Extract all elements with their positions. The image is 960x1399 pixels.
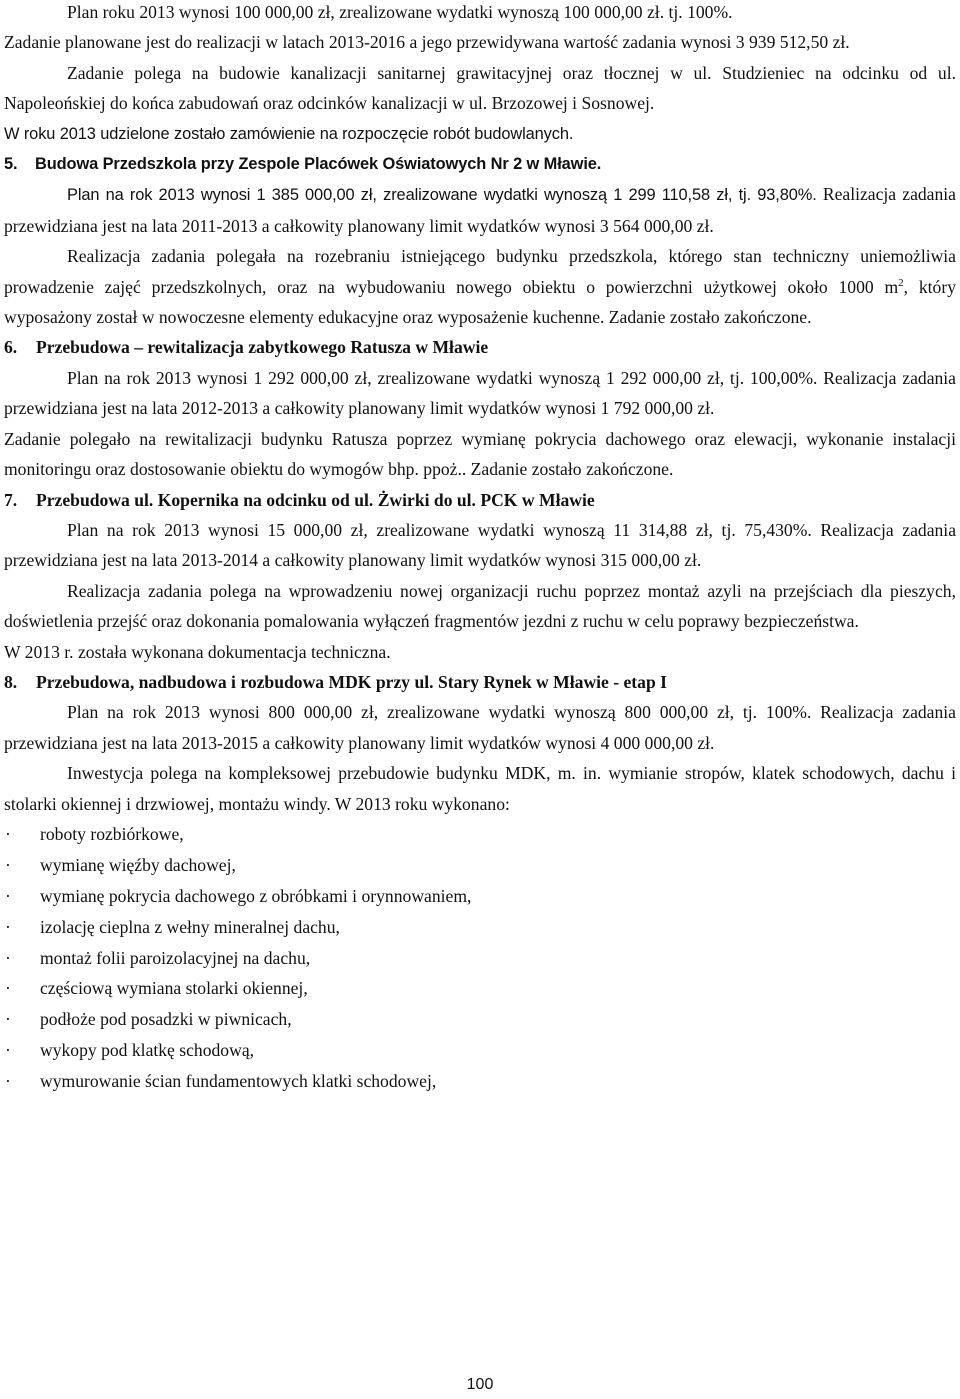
list-item bbox=[4, 1035, 956, 1066]
list-item bbox=[4, 1066, 956, 1097]
continuation-plan-line: Plan roku 2013 wynosi 100 000,00 zł, zrealizowane wydatki wynoszą 100 000,00 zł. tj. 100%. bbox=[67, 2, 733, 22]
list-item-text: podłoże pod posadzki w piwnicach, bbox=[40, 1009, 292, 1030]
list-item bbox=[4, 881, 956, 912]
section-8-heading bbox=[4, 667, 956, 697]
section-6-heading bbox=[4, 332, 956, 362]
section-5-plan-amounts: Plan na rok 2013 wynosi 1 385 000,00 zł, zrealizowane wydatki wynoszą 1 299 110,58 zł, tj. 93,80%. bbox=[67, 186, 817, 205]
document-page bbox=[4, 0, 956, 1097]
section-8-number: 8. bbox=[4, 671, 18, 692]
list-item bbox=[4, 819, 956, 850]
list-item-text: częściową wymiana stolarki okiennej, bbox=[40, 978, 308, 999]
bullet-icon: · bbox=[5, 916, 11, 937]
section-7-heading bbox=[4, 485, 956, 515]
list-item-text: roboty rozbiórkowe, bbox=[40, 823, 184, 844]
bullet-icon: · bbox=[5, 854, 11, 875]
section-8-plan: Plan na rok 2013 wynosi 800 000,00 zł, zrealizowane wydatki wynoszą 800 000,00 zł, tj. 100%. Realizacja zadania przewidziana jest na lata 2013-2015 a całkowity planowany limit wydatków wynosi 4 000 000,00 zł. bbox=[4, 702, 956, 753]
bullet-icon: · bbox=[5, 823, 11, 844]
section-5-title: Budowa Przedszkola przy Zespole Placówek Oświatowych Nr 2 w Mławie. bbox=[35, 155, 602, 174]
section-7-plan: Plan na rok 2013 wynosi 15 000,00 zł, zrealizowane wydatki wynoszą 11 314,88 zł, tj. 75,430%. Realizacja zadania przewidziana jest na lata 2013-2014 a całkowity planowany limit wydatków wynosi 315 000,00 zł. bbox=[4, 519, 956, 571]
section-5-description-b: , który wyposażony został w nowoczesne elementy edukacyjne oraz wyposażenie kuchenne. Zadanie zostało zakończone. bbox=[4, 276, 957, 328]
bullet-icon: · bbox=[5, 1009, 11, 1030]
section-5-heading bbox=[4, 149, 956, 179]
list-item-text: wymianę więźby dachowej, bbox=[40, 854, 236, 875]
bullet-icon: · bbox=[5, 885, 11, 906]
continuation-description: Zadanie polega na budowie kanalizacji sanitarnej grawitacyjnej oraz tłocznej w ul. Studzieniec na odcinku od ul. Napoleońskiej do końca zabudowań oraz odcinków kanalizacji w ul. Brzozowej i Sosnowej. bbox=[4, 62, 956, 114]
list-item bbox=[4, 912, 956, 943]
section-5-description bbox=[4, 241, 956, 332]
list-item bbox=[4, 943, 956, 974]
list-item-text: izolację cieplna z wełny mineralnej dachu, bbox=[40, 916, 340, 937]
section-6-title: Przebudowa – rewitalizacja zabytkowego Ratusza w Mławie bbox=[36, 337, 489, 358]
list-item bbox=[4, 850, 956, 881]
section-6-plan: Plan na rok 2013 wynosi 1 292 000,00 zł, zrealizowane wydatki wynoszą 1 292 000,00 zł, tj. 100,00%. Realizacja zadania przewidziana jest na lata 2012-2013 a całkowity planowany limit wydatków wynosi 1 792 000,00 zł. bbox=[4, 367, 956, 419]
continuation-status: W roku 2013 udzielone zostało zamówienie na rozpoczęcie robót budowlanych. bbox=[4, 124, 574, 143]
bullet-icon: · bbox=[5, 978, 11, 999]
list-item bbox=[4, 1004, 956, 1035]
section-5-number: 5. bbox=[4, 155, 18, 174]
section-5-description-a: Realizacja zadania polegała na rozebraniu istniejącego budynku przedszkola, którego stan techniczny uniemożliwia prowadzenie zajęć przedszkolnych, oraz na wybudowaniu nowego obiektu o powierzchni użytkowej około 1000 m bbox=[4, 246, 956, 297]
section-7-status: W 2013 r. została wykonana dokumentacja techniczna. bbox=[4, 641, 391, 662]
bullet-icon: · bbox=[5, 1040, 11, 1061]
page-number: 100 bbox=[466, 1376, 494, 1393]
section-8-title: Przebudowa, nadbudowa i rozbudowa MDK przy ul. Stary Rynek w Mławie - etap I bbox=[36, 671, 667, 692]
section-8-works-list bbox=[4, 819, 956, 1097]
section-5-plan bbox=[4, 179, 956, 241]
list-item-text: wykopy pod klatkę schodową, bbox=[40, 1040, 255, 1061]
section-7-description: Realizacja zadania polega na wprowadzeniu nowej organizacji ruchu poprzez montaż azyli na przejściach dla pieszych, doświetlenia przejść oraz dokonania pomalowania wyłączeń fragmentów jezdni z ruchu w celu poprawy bezpieczeństwa. bbox=[4, 580, 956, 632]
continuation-plan-rest: Zadanie planowane jest do realizacji w latach 2013-2016 a jego przewidywana wartość zadania wynosi 3 939 512,50 zł. bbox=[4, 32, 850, 53]
section-5-plan-rest: Realizacja zadania przewidziana jest na lata 2011-2013 a całkowity planowany limit wydatków wynosi 3 564 000,00 zł. bbox=[4, 184, 956, 236]
bullet-icon: · bbox=[5, 1071, 11, 1092]
list-item-text: montaż folii paroizolacyjnej na dachu, bbox=[40, 947, 311, 968]
section-7-title: Przebudowa ul. Kopernika na odcinku od ul. Żwirki do ul. PCK w Mławie bbox=[36, 489, 595, 510]
section-7-number: 7. bbox=[4, 489, 18, 510]
list-item-text: wymurowanie ścian fundamentowych klatki schodowej, bbox=[40, 1071, 437, 1092]
list-item bbox=[4, 973, 956, 1004]
section-6-description: Zadanie polegało na rewitalizacji budynku Ratusza poprzez wymianę pokrycia dachowego oraz elewacji, wykonanie instalacji monitoringu oraz dostosowanie obiektu do wymogów bhp. ppoż.. Zadanie zostało zakończone. bbox=[4, 428, 956, 480]
section-5-superscript: 2 bbox=[898, 276, 904, 289]
section-6-number: 6. bbox=[4, 337, 18, 358]
bullet-icon: · bbox=[5, 947, 11, 968]
section-8-description: Inwestycja polega na kompleksowej przebudowie budynku MDK, m. in. wymianie stropów, klatek schodowych, dachu i stolarki okiennej i drzwiowej, montażu windy. W 2013 roku wykonano: bbox=[4, 763, 956, 814]
list-item-text: wymianę pokrycia dachowego z obróbkami i orynnowaniem, bbox=[40, 885, 472, 906]
